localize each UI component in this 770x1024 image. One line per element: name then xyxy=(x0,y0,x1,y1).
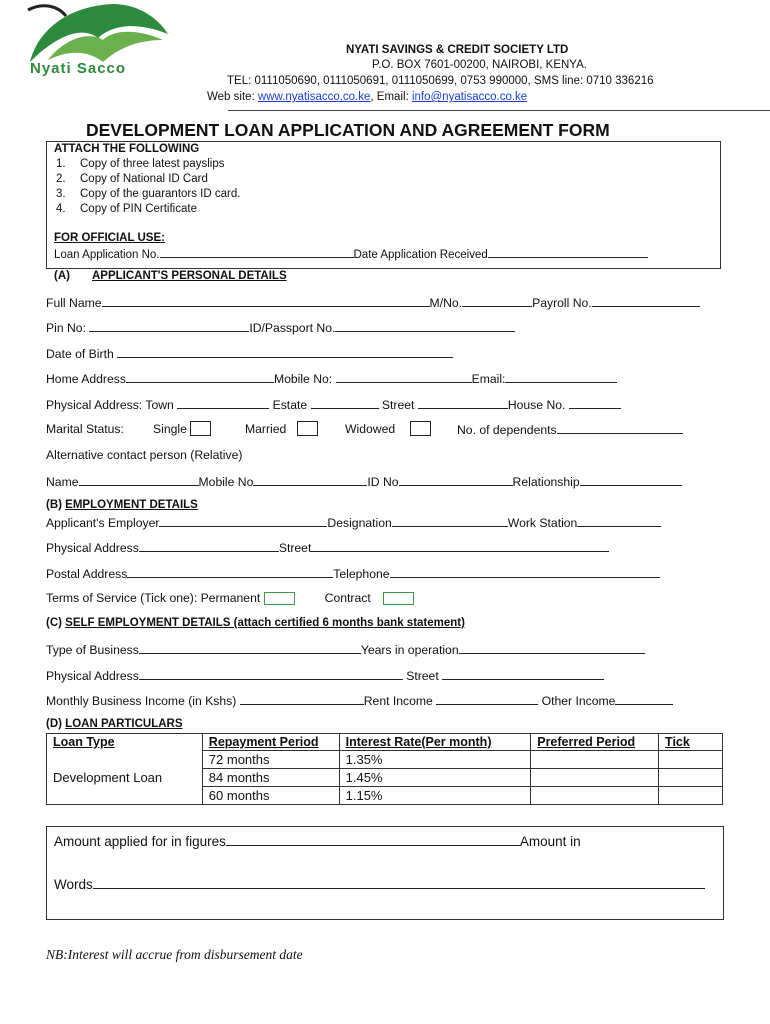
single-checkbox[interactable] xyxy=(190,421,211,436)
section-c-letter: (C) xyxy=(46,617,66,629)
loan-app-no-label: Loan Application No. xyxy=(54,249,160,261)
logo xyxy=(18,0,178,84)
mno-field[interactable] xyxy=(462,295,532,307)
website-link[interactable]: www.nyatisacco.co.ke xyxy=(257,91,371,103)
relative-mobile-label: Mobile No xyxy=(198,475,254,489)
pin-label: Pin No: xyxy=(46,321,90,335)
pin-field[interactable] xyxy=(89,320,249,332)
relative-id-field[interactable] xyxy=(399,474,513,486)
section-b-letter: (B) xyxy=(46,499,66,511)
rate-cell: 1.15% xyxy=(339,787,531,805)
business-type-field[interactable] xyxy=(139,642,361,654)
loan-app-no-field[interactable] xyxy=(160,246,354,258)
contract-label: Contract xyxy=(324,591,371,605)
email-label: , Email: xyxy=(370,91,412,103)
alt-contact-heading: Alternative contact person (Relative) xyxy=(46,448,243,462)
employer-label: Applicant's Employer xyxy=(46,516,160,530)
postal-field[interactable] xyxy=(127,566,333,578)
postal-label: Postal Address xyxy=(46,567,128,581)
permanent-checkbox[interactable] xyxy=(264,592,295,605)
id-passport-field[interactable] xyxy=(335,320,515,332)
preferred-cell[interactable] xyxy=(531,751,659,769)
dependents-field[interactable] xyxy=(557,422,683,434)
business-type-label: Type of Business xyxy=(46,643,139,657)
date-received-label: Date Application Received xyxy=(353,249,488,261)
row-postal xyxy=(46,566,660,581)
preferred-cell[interactable] xyxy=(531,787,659,805)
website-label: Web site: xyxy=(207,91,258,103)
row-home-address xyxy=(46,371,617,386)
section-c-heading xyxy=(46,617,465,629)
section-b-heading xyxy=(46,499,198,511)
loan-particulars-table xyxy=(46,733,723,805)
date-received-field[interactable] xyxy=(488,246,648,258)
header-repayment-period: Repayment Period xyxy=(202,734,339,751)
business-street-label: Street xyxy=(402,669,443,683)
business-street-field[interactable] xyxy=(442,668,604,680)
row-business xyxy=(46,642,645,657)
years-operation-field[interactable] xyxy=(459,642,645,654)
id-passport-label: ID/Passport No. xyxy=(249,321,336,335)
amount-words-field[interactable] xyxy=(93,875,705,889)
row-full-name xyxy=(46,295,700,310)
row-business-physical xyxy=(46,668,604,683)
attach-item: 4. Copy of PIN Certificate xyxy=(56,203,197,215)
terms-label: Terms of Service (Tick one): Permanent xyxy=(46,591,264,605)
single-label: Single xyxy=(153,422,187,436)
email-link[interactable]: info@nyatisacco.co.ke xyxy=(411,91,528,103)
attach-item: 1. Copy of three latest payslips xyxy=(56,158,225,170)
married-label: Married xyxy=(245,422,287,436)
business-physical-field[interactable] xyxy=(139,668,403,680)
section-d-heading xyxy=(46,718,183,730)
relative-name-field[interactable] xyxy=(79,474,199,486)
rent-income-field[interactable] xyxy=(436,693,538,705)
row-physical-address xyxy=(46,397,621,412)
rate-cell: 1.45% xyxy=(339,769,531,787)
emp-physical-field[interactable] xyxy=(139,540,279,552)
monthly-income-label: Monthly Business Income (in Kshs) xyxy=(46,694,240,708)
dependents-group xyxy=(457,422,683,437)
row-amount-words xyxy=(54,875,705,892)
home-address-field[interactable] xyxy=(126,371,274,383)
org-address: P.O. BOX 7601-00200, NAIROBI, KENYA. xyxy=(372,59,587,71)
org-name: NYATI SAVINGS & CREDIT SOCIETY LTD xyxy=(346,44,569,56)
relationship-label: Relationship xyxy=(512,475,580,489)
payroll-field[interactable] xyxy=(592,295,700,307)
logo-text: Nyati Sacco xyxy=(30,60,127,77)
marital-status-label: Marital Status: xyxy=(46,422,124,436)
section-b-title: EMPLOYMENT DETAILS xyxy=(65,499,198,511)
row-terms xyxy=(46,591,414,605)
married-checkbox[interactable] xyxy=(297,421,318,436)
relative-id-label: ID No xyxy=(367,475,399,489)
street-label: Street xyxy=(378,398,418,412)
section-a-title: APPLICANT'S PERSONAL DETAILS xyxy=(92,270,287,282)
section-a-letter: (A) xyxy=(54,270,70,282)
form-title: DEVELOPMENT LOAN APPLICATION AND AGREEMENT FORM xyxy=(86,120,610,140)
contract-checkbox[interactable] xyxy=(383,592,414,605)
dob-field[interactable] xyxy=(117,346,453,358)
row-employer xyxy=(46,515,661,530)
estate-field[interactable] xyxy=(311,397,379,409)
official-use-heading: FOR OFFICIAL USE: xyxy=(54,232,165,244)
footer-note: NB:Interest will accrue from disbursement date xyxy=(46,947,303,962)
monthly-income-field[interactable] xyxy=(240,693,364,705)
table-row xyxy=(47,751,723,769)
row-relative xyxy=(46,474,682,489)
period-cell: 72 months xyxy=(202,751,339,769)
org-tel: TEL: 0111050690, 0111050691, 0111050699, 0753 990000, SMS line: 0710 336216 xyxy=(227,75,654,87)
dob-label: Date of Birth xyxy=(46,347,118,361)
telephone-field[interactable] xyxy=(390,566,660,578)
row-pin xyxy=(46,320,515,335)
period-cell: 60 months xyxy=(202,787,339,805)
relative-mobile-field[interactable] xyxy=(253,474,367,486)
other-income-field[interactable] xyxy=(615,693,673,705)
telephone-label: Telephone xyxy=(333,567,390,581)
amount-words-label: Words xyxy=(54,877,93,892)
header-interest-rate: Interest Rate(Per month) xyxy=(339,734,531,751)
other-income-label: Other Income xyxy=(538,694,616,708)
work-station-field[interactable] xyxy=(577,515,661,527)
tick-cell[interactable] xyxy=(659,787,723,805)
physical-address-label: Physical Address: Town xyxy=(46,398,178,412)
org-web-line xyxy=(207,91,527,103)
header-tick: Tick xyxy=(659,734,723,751)
row-amount-figures xyxy=(54,832,581,849)
mobile-field[interactable] xyxy=(336,371,472,383)
house-no-field[interactable] xyxy=(569,397,621,409)
row-income xyxy=(46,693,673,708)
section-c-title: SELF EMPLOYMENT DETAILS (attach certified 6 months bank statement) xyxy=(65,617,465,629)
mobile-label: Mobile No: xyxy=(273,372,336,386)
emp-physical-label: Physical Address xyxy=(46,541,139,555)
row-marital xyxy=(46,422,706,440)
designation-field[interactable] xyxy=(392,515,508,527)
work-station-label: Work Station xyxy=(507,516,578,530)
emp-street-label: Street xyxy=(278,541,312,555)
header-divider xyxy=(228,110,770,111)
amount-in-label: Amount in xyxy=(519,834,581,849)
attach-heading: ATTACH THE FOLLOWING xyxy=(54,143,200,155)
business-physical-label: Physical Address xyxy=(46,669,139,683)
rate-cell: 1.35% xyxy=(339,751,531,769)
tick-cell[interactable] xyxy=(659,751,723,769)
section-d-letter: (D) xyxy=(46,718,66,730)
dependents-label: No. of dependents xyxy=(457,423,557,437)
town-field[interactable] xyxy=(177,397,269,409)
widowed-label: Widowed xyxy=(345,422,396,436)
payroll-label: Payroll No. xyxy=(532,296,592,310)
loan-type-cell: Development Loan xyxy=(47,751,203,805)
relationship-field[interactable] xyxy=(580,474,682,486)
employer-field[interactable] xyxy=(159,515,327,527)
rent-income-label: Rent Income xyxy=(363,694,437,708)
preferred-cell[interactable] xyxy=(531,769,659,787)
home-address-label: Home Address xyxy=(46,372,126,386)
row-dob xyxy=(46,346,453,361)
tick-cell[interactable] xyxy=(659,769,723,787)
period-cell: 84 months xyxy=(202,769,339,787)
amount-figures-label: Amount applied for in figures xyxy=(54,834,226,849)
years-operation-label: Years in operation xyxy=(360,643,459,657)
house-no-label: House No. xyxy=(507,398,569,412)
section-d-title: LOAN PARTICULARS xyxy=(65,718,183,730)
designation-label: Designation xyxy=(327,516,392,530)
official-use-line xyxy=(54,246,648,261)
amount-figures-field[interactable] xyxy=(226,832,520,846)
relative-name-label: Name xyxy=(46,475,79,489)
mno-label: M/No. xyxy=(429,296,463,310)
attach-item: 2. Copy of National ID Card xyxy=(56,173,208,185)
emp-street-field[interactable] xyxy=(311,540,609,552)
email-field[interactable] xyxy=(505,371,617,383)
attach-item: 3. Copy of the guarantors ID card. xyxy=(56,188,241,200)
widowed-checkbox[interactable] xyxy=(410,421,431,436)
street-field[interactable] xyxy=(418,397,508,409)
row-emp-physical xyxy=(46,540,609,555)
table-header-row xyxy=(47,734,723,751)
header-preferred-period: Preferred Period xyxy=(531,734,659,751)
full-name-field[interactable] xyxy=(102,295,430,307)
full-name-label: Full Name xyxy=(46,296,102,310)
header-loan-type: Loan Type xyxy=(47,734,203,751)
email-label: Email: xyxy=(471,372,506,386)
estate-label: Estate xyxy=(269,398,311,412)
